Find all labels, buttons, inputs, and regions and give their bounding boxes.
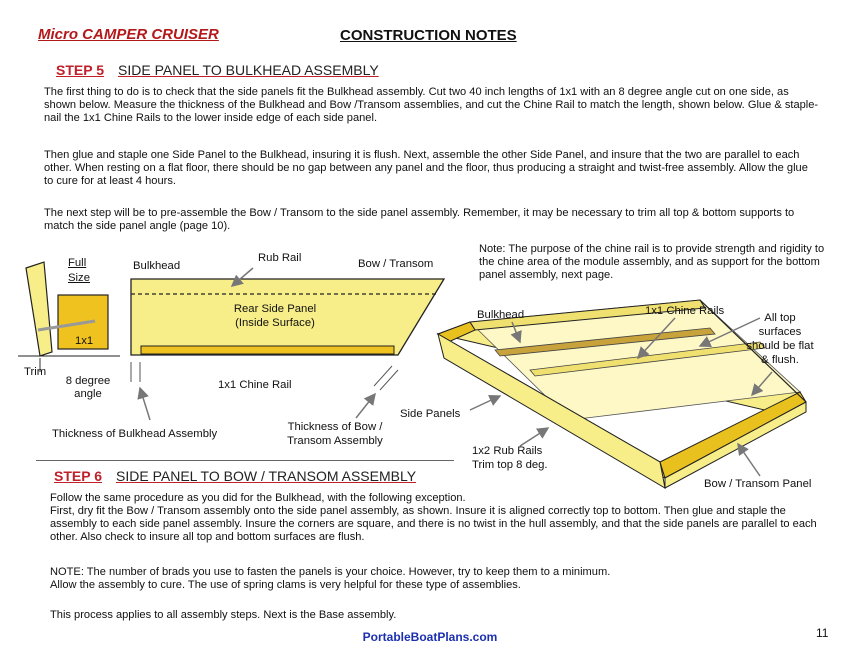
piece-1x1-label: 1x1 [75, 335, 94, 347]
chine-rails-label: 1x1 Chine Rails [645, 305, 725, 317]
step5-number: STEP 5 [56, 62, 104, 78]
step6-paragraph-3: NOTE: The number of brads you use to fasten the panels is your choice. However, try to keep them to a minimum. [50, 566, 611, 578]
bow-transom-label: Bow / Transom [358, 258, 434, 270]
angle-label-1: 8 degree [65, 375, 111, 387]
surfaces-label-1: All top [764, 312, 796, 324]
side-panels-label: Side Panels [400, 408, 461, 420]
rub-rail-label: Rub Rail [258, 252, 302, 264]
brand-title: Micro CAMPER CRUISER [38, 26, 219, 43]
section-divider [36, 460, 454, 461]
rub-rails-label-2: Trim top 8 deg. [472, 459, 548, 471]
full-size-label-2: Size [68, 272, 90, 284]
step6-paragraph-4: Allow the assembly to cure. The use of spring clams is very helpful for these type of assemblies. [50, 579, 521, 591]
rear-panel-label-2: (Inside Surface) [235, 317, 315, 329]
rub-rails-label-1: 1x2 Rub Rails [472, 445, 543, 457]
rear-panel-label-1: Rear Side Panel [233, 303, 317, 315]
step6-paragraph-1: Follow the same procedure as you did for the Bulkhead, with the following exception. [50, 492, 466, 504]
thickness-bow-label-2: Transom Assembly [287, 435, 383, 447]
surfaces-label-2: surfaces [758, 326, 802, 338]
page-number: 11 [816, 626, 829, 640]
bulkhead-label: Bulkhead [133, 260, 181, 272]
assembly-bulkhead-label: Bulkhead [477, 309, 525, 321]
step6-title: SIDE PANEL TO BOW / TRANSOM ASSEMBLY [116, 468, 417, 484]
step5-paragraph-2: Then glue and staple one Side Panel to the Bulkhead, insuring it is flush. Next, assemble the other Side Panel, and insure that the two are parallel to each other. When resting on a flat floor, there should be no gap between any panel and the floor, thus producing a straight and twist-free assembly. Allow the glue to cure for at least 4 hours. [44, 149, 808, 188]
chine-rail-label: 1x1 Chine Rail [218, 379, 292, 391]
document-title: CONSTRUCTION NOTES [340, 27, 517, 44]
chine-rail-note: Note: The purpose of the chine rail is to provide strength and rigidity to the chine area of the module assembly, and as support for the bottom panel assembly, next page. [479, 243, 825, 282]
step6-paragraph-2: First, dry fit the Bow / Transom assembly onto the side panel assembly, as shown. Insure it is aligned correctly top to bottom. Then glue and staple the assembly to each side panel assembly. Insure the corners are square, and there is no twist in the hull assembly, and that the side panels are parallel to each other. Also check to insure all top and bottom surfaces are flush. [50, 505, 817, 544]
step5-paragraph-3: The next step will be to pre-assemble the Bow / Transom to the side panel assembly. Remember, it may be necessary to trim all top & bottom supports to match the side panel angle (page 10). [44, 207, 795, 233]
step6-number: STEP 6 [54, 468, 102, 484]
angle-label-2: angle [74, 388, 102, 400]
footer-site-link[interactable]: PortableBoatPlans.com [362, 630, 498, 644]
step6-heading [54, 468, 416, 484]
step6-paragraph-5: This process applies to all assembly steps. Next is the Base assembly. [50, 609, 397, 621]
step5-paragraph-1: The first thing to do is to check that the side panels fit the Bulkhead assembly. Cut two 40 inch lengths of 1x1 with an 8 degree angle cut on one side, as shown below. Measure the thickness of the Bulkhead and Bow /Transom assemblies, and cut the Chine Rail to match the length, shown below. Glue & staple-nail the 1x1 Chine Rails to the lower inside edge of each side panel. [44, 86, 819, 125]
step5-title: SIDE PANEL TO BULKHEAD ASSEMBLY [118, 62, 379, 78]
trim-label: Trim [24, 366, 47, 378]
thickness-bow-label-1: Thickness of Bow / [287, 421, 383, 433]
thickness-bulkhead-label: Thickness of Bulkhead Assembly [52, 428, 218, 440]
surfaces-label-4: & flush. [761, 354, 799, 366]
full-size-label-1: Full [68, 257, 87, 269]
surfaces-label-3: should be flat [746, 340, 814, 352]
bow-transom-panel-label: Bow / Transom Panel [704, 478, 812, 490]
rear-side-panel-drawing [131, 268, 444, 420]
